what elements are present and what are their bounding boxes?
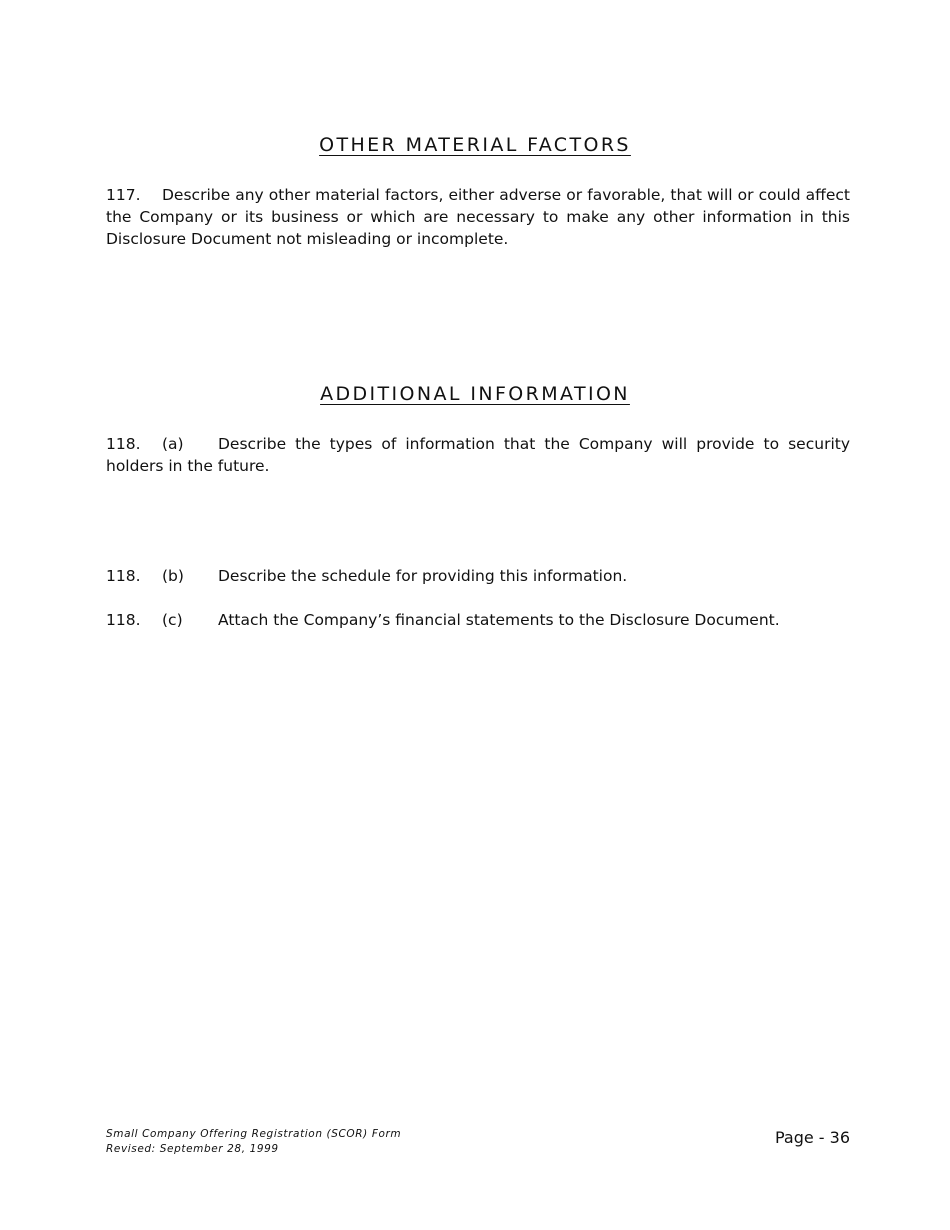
item-number: 118. (106, 567, 141, 585)
section-heading-other-material-factors (0, 134, 950, 156)
item-text: Describe the types of information that the Company will provide to security holders in the future. (106, 435, 850, 475)
item-letter: (c) (162, 611, 183, 629)
item-text: Attach the Company’s financial statements to the Disclosure Document. (218, 611, 780, 629)
item-117 (106, 184, 850, 250)
item-118a (106, 433, 850, 477)
item-letter: (a) (162, 435, 184, 453)
page-number: Page - 36 (774, 1128, 850, 1147)
item-118c (106, 609, 850, 631)
footer-revised-date: Revised: September 28, 1999 (106, 1143, 279, 1155)
item-number: 117. (106, 186, 141, 204)
item-letter: (b) (162, 567, 184, 585)
footer-form-info (106, 1127, 401, 1157)
item-text: Describe any other material factors, either adverse or favorable, that will or could affect the Company or its business or which are necessary to make any other information in this Disclosure Document not misleading or incomplete. (106, 186, 850, 248)
section-title: ADDITIONAL INFORMATION (320, 383, 630, 405)
item-text: Describe the schedule for providing this information. (218, 567, 628, 585)
section-title: OTHER MATERIAL FACTORS (319, 134, 631, 156)
item-number: 118. (106, 611, 141, 629)
item-118b (106, 565, 850, 587)
footer-form-name: Small Company Offering Registration (SCOR) Form (106, 1128, 402, 1140)
item-number: 118. (106, 435, 141, 453)
section-heading-additional-information (0, 383, 950, 405)
